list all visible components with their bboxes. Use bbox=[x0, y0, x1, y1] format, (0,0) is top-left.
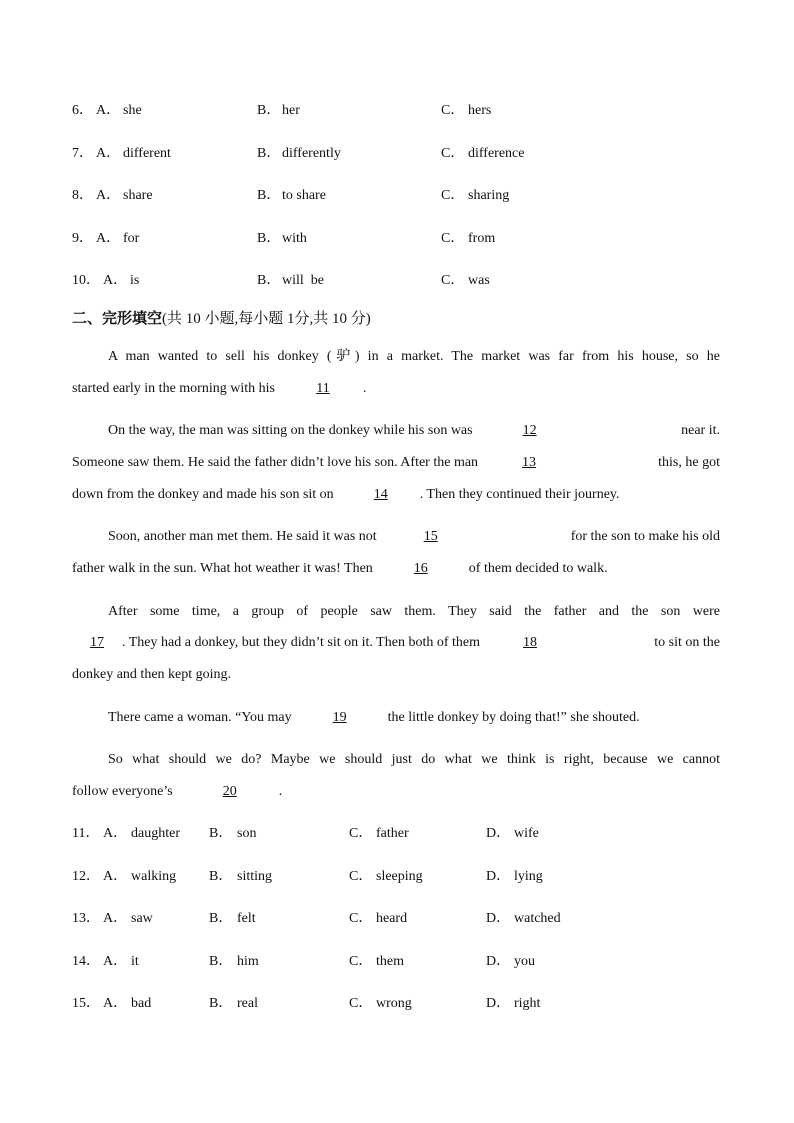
option-d-label: D． bbox=[486, 869, 511, 884]
option-c-label: C． bbox=[441, 231, 465, 246]
section-scoring-note: (共 10 小题,每小题 1分,共 10 分) bbox=[162, 311, 371, 327]
passage-line bbox=[72, 633, 720, 653]
option-b-label: B． bbox=[257, 231, 281, 246]
option-b-label: B． bbox=[257, 188, 281, 203]
option-a-label: A． bbox=[103, 911, 128, 926]
option-b-text: sitting bbox=[237, 869, 273, 884]
option-a-text: different bbox=[123, 146, 171, 161]
option-d-text: lying bbox=[514, 869, 543, 884]
option-c-label: C． bbox=[349, 826, 373, 841]
option-c-label: C． bbox=[441, 273, 465, 288]
option-b-text: will be bbox=[282, 273, 324, 288]
question-number: 8． bbox=[72, 188, 93, 203]
option-b-label: B． bbox=[209, 911, 233, 926]
passage-text: Soon, another man met them. He said it was not bbox=[108, 529, 377, 544]
option-b-text: to share bbox=[282, 188, 326, 203]
option-b-label: B． bbox=[209, 996, 233, 1011]
blank-16: 16 bbox=[413, 561, 428, 576]
option-a-label: A． bbox=[96, 146, 121, 161]
option-d-text: watched bbox=[514, 911, 561, 926]
option-b-label: B． bbox=[257, 273, 281, 288]
passage-line: After some time, a group of people saw them. They said the father and the son were bbox=[108, 604, 720, 619]
option-d-text: wife bbox=[514, 826, 539, 841]
passage-line: A man wanted to sell his donkey (驴) in a market. The market was far from his house, so he bbox=[108, 349, 720, 364]
option-a-label: A． bbox=[103, 273, 128, 288]
passage-line bbox=[108, 421, 720, 441]
option-d-label: D． bbox=[486, 954, 511, 969]
option-c-text: sharing bbox=[468, 188, 510, 203]
passage-text: follow everyone’s bbox=[72, 784, 173, 799]
option-b-text: son bbox=[237, 826, 257, 841]
passage-text: On the way, the man was sitting on the donkey while his son was bbox=[108, 423, 473, 438]
option-a-label: A． bbox=[103, 826, 128, 841]
option-c-label: C． bbox=[441, 146, 465, 161]
option-a-label: A． bbox=[96, 188, 121, 203]
option-a-text: she bbox=[123, 103, 142, 118]
section-title: 二、完形填空 bbox=[72, 311, 163, 327]
passage-text: . bbox=[362, 381, 367, 396]
option-d-text: right bbox=[514, 996, 541, 1011]
passage-text: down from the donkey and made his son sit on bbox=[72, 487, 334, 502]
passage-text: father walk in the sun. What hot weather it was! Then bbox=[72, 561, 373, 576]
blank-11: 11 bbox=[316, 381, 330, 396]
option-c-text: father bbox=[376, 826, 409, 841]
passage-text: . bbox=[278, 784, 283, 799]
option-b-text: with bbox=[282, 231, 307, 246]
option-c-text: was bbox=[468, 273, 490, 288]
option-b-label: B． bbox=[257, 146, 281, 161]
question-number: 9． bbox=[72, 231, 93, 246]
option-c-text: them bbox=[376, 954, 404, 969]
option-a-text: it bbox=[131, 954, 139, 969]
passage-text: this, he got bbox=[658, 455, 720, 470]
option-c-label: C． bbox=[441, 188, 465, 203]
option-b-text: real bbox=[237, 996, 258, 1011]
option-a-text: for bbox=[123, 231, 140, 246]
passage-line bbox=[108, 527, 720, 547]
option-b-label: B． bbox=[257, 103, 281, 118]
option-c-label: C． bbox=[349, 869, 373, 884]
option-c-label: C． bbox=[349, 954, 373, 969]
blank-14: 14 bbox=[373, 487, 388, 502]
option-b-text: felt bbox=[237, 911, 256, 926]
option-a-label: A． bbox=[103, 996, 128, 1011]
passage-line bbox=[72, 485, 720, 505]
option-b-label: B． bbox=[209, 826, 233, 841]
option-a-label: A． bbox=[103, 954, 128, 969]
option-b-text: differently bbox=[282, 146, 341, 161]
option-a-label: A． bbox=[96, 103, 121, 118]
option-c-text: difference bbox=[468, 146, 525, 161]
option-c-label: C． bbox=[349, 911, 373, 926]
question-number: 11． bbox=[72, 826, 100, 841]
option-c-label: C． bbox=[349, 996, 373, 1011]
passage-text: of them decided to walk. bbox=[468, 561, 608, 576]
option-b-text: her bbox=[282, 103, 300, 118]
passage-text: near it. bbox=[681, 423, 720, 438]
option-a-label: A． bbox=[103, 869, 128, 884]
blank-17: 17 bbox=[90, 635, 104, 650]
passage-line: donkey and then kept going. bbox=[72, 667, 232, 682]
option-c-label: C． bbox=[441, 103, 465, 118]
option-d-label: D． bbox=[486, 826, 511, 841]
question-number: 7． bbox=[72, 146, 93, 161]
option-d-text: you bbox=[514, 954, 535, 969]
question-number: 15． bbox=[72, 996, 100, 1011]
option-a-text: bad bbox=[131, 996, 152, 1011]
option-a-label: A． bbox=[96, 231, 121, 246]
option-b-label: B． bbox=[209, 954, 233, 969]
passage-text: . They had a donkey, but they didn’t sit on it. Then both of them bbox=[122, 635, 480, 650]
option-d-label: D． bbox=[486, 996, 511, 1011]
option-b-text: him bbox=[237, 954, 259, 969]
option-a-text: share bbox=[123, 188, 153, 203]
passage-line: So what should we do? Maybe we should just do what we think is right, because we cannot bbox=[108, 752, 720, 767]
option-c-text: hers bbox=[468, 103, 492, 118]
blank-15: 15 bbox=[423, 529, 438, 544]
passage-line bbox=[72, 782, 720, 802]
passage-text: the little donkey by doing that!” she shouted. bbox=[387, 710, 640, 725]
option-a-text: is bbox=[130, 273, 140, 288]
section-heading bbox=[72, 309, 371, 329]
passage-text: for the son to make his old bbox=[570, 529, 720, 544]
option-b-label: B． bbox=[209, 869, 233, 884]
blank-13: 13 bbox=[522, 455, 537, 470]
option-a-text: walking bbox=[131, 869, 177, 884]
option-a-text: daughter bbox=[131, 826, 180, 841]
option-c-text: from bbox=[468, 231, 496, 246]
option-d-label: D． bbox=[486, 911, 511, 926]
question-number: 14． bbox=[72, 954, 100, 969]
option-a-text: saw bbox=[131, 911, 153, 926]
blank-20: 20 bbox=[222, 784, 237, 799]
blank-12: 12 bbox=[522, 423, 537, 438]
question-number: 13． bbox=[72, 911, 100, 926]
blank-18: 18 bbox=[523, 635, 537, 650]
passage-text: to sit on the bbox=[654, 635, 720, 650]
passage-line bbox=[72, 559, 720, 579]
passage-line bbox=[72, 453, 720, 473]
blank-19: 19 bbox=[332, 710, 347, 725]
option-c-text: heard bbox=[376, 911, 408, 926]
question-number: 10． bbox=[72, 273, 100, 288]
option-c-text: sleeping bbox=[376, 869, 423, 884]
passage-line bbox=[72, 379, 720, 399]
passage-line bbox=[108, 708, 720, 728]
question-number: 12． bbox=[72, 869, 100, 884]
question-number: 6． bbox=[72, 103, 93, 118]
passage-text: Someone saw them. He said the father didn’t love his son. After the man bbox=[72, 455, 479, 470]
option-c-text: wrong bbox=[376, 996, 412, 1011]
passage-text: . Then they continued their journey. bbox=[419, 487, 620, 502]
passage-text: There came a woman. “You may bbox=[108, 710, 292, 725]
passage-text: started early in the morning with his bbox=[72, 381, 275, 396]
